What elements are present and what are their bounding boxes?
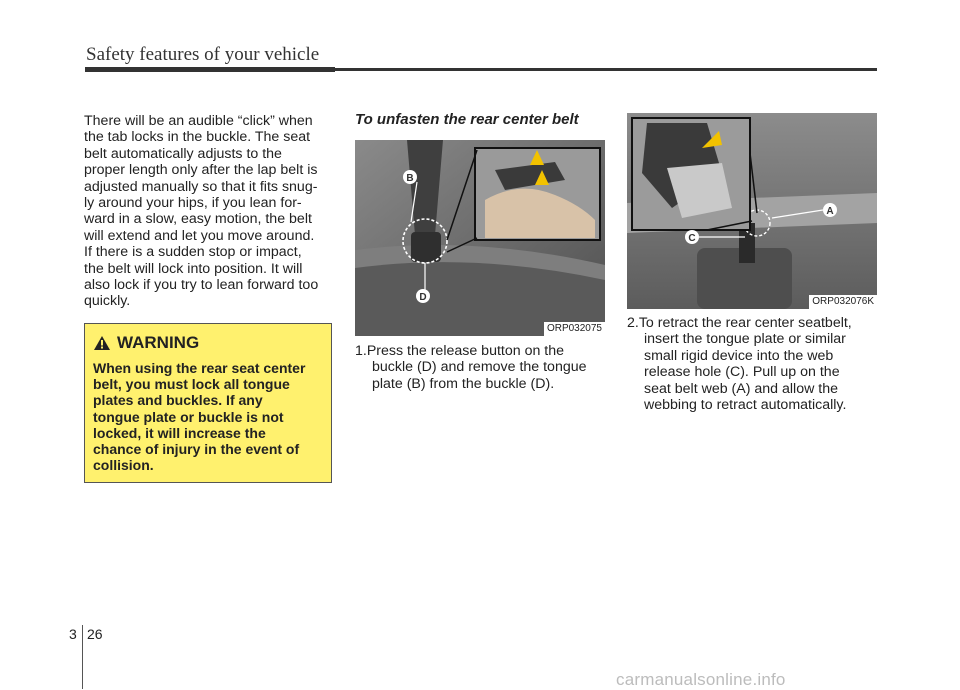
- warning-text: [93, 360, 325, 473]
- step-line: seat belt web (A) and allow the: [644, 380, 839, 397]
- warning-line: plates and buckles. If any: [93, 392, 263, 409]
- intro-paragraph: [84, 113, 332, 310]
- paragraph-line: adjusted manually so that it fits snug-: [84, 178, 318, 195]
- watermark-text: carmanualsonline.info: [616, 670, 786, 689]
- warning-triangle-icon: [93, 335, 111, 351]
- step-line: webbing to retract automatically.: [644, 397, 847, 414]
- warning-line: tongue plate or buckle is not: [93, 408, 284, 425]
- page-number: 26: [87, 626, 103, 642]
- figure-label-d: D: [419, 292, 427, 303]
- paragraph-line: will extend and let you move around.: [84, 227, 315, 244]
- step-line: small rigid device into the web: [644, 347, 834, 364]
- paragraph-line: the tab locks in the buckle. The seat: [84, 129, 311, 146]
- paragraph-line: proper length only after the lap belt is: [84, 162, 318, 179]
- warning-line: locked, it will increase the: [93, 424, 266, 441]
- paragraph-line: ly around your hips, if you lean for-: [84, 195, 302, 212]
- paragraph-line: belt automatically adjusts to the: [84, 145, 282, 162]
- figure-code: ORP032076K: [809, 295, 877, 309]
- buckle-illustration: [355, 140, 605, 336]
- warning-line: collision.: [93, 457, 154, 474]
- warning-box: [84, 323, 332, 483]
- paragraph-line: quickly.: [84, 293, 131, 310]
- figure-retract-belt: [627, 113, 877, 309]
- warning-title: WARNING: [117, 333, 200, 352]
- chapter-number: 3: [69, 626, 77, 642]
- warning-line: When using the rear seat center: [93, 360, 306, 376]
- paragraph-line: There will be an audible “click” when: [84, 113, 313, 129]
- paragraph-line: If there is a sudden stop or impact,: [84, 244, 302, 261]
- paragraph-line: ward in a slow, easy motion, the belt: [84, 211, 312, 228]
- step-line: 2.To retract the rear center seatbelt,: [627, 315, 852, 331]
- paragraph-line: also lock if you try to lean forward too: [84, 277, 319, 294]
- step-1: [355, 343, 605, 392]
- step-line: 1.Press the release button on the: [355, 343, 565, 359]
- figure-unfasten-buckle: [355, 140, 605, 336]
- header-title: Safety features of your vehicle: [86, 44, 320, 65]
- warning-header: [93, 333, 199, 353]
- step-line: plate (B) from the buckle (D).: [372, 375, 555, 392]
- paragraph-line: the belt will lock into position. It will: [84, 260, 303, 277]
- retract-illustration: [627, 113, 877, 309]
- section-heading: To unfasten the rear center belt: [355, 111, 579, 128]
- figure-label-c: C: [688, 233, 696, 244]
- step-2: [627, 315, 877, 413]
- step-line: release hole (C). Pull up on the: [644, 364, 840, 381]
- figure-code: ORP032075: [544, 322, 605, 336]
- footer-divider: [82, 625, 83, 689]
- step-line: buckle (D) and remove the tongue: [372, 359, 587, 376]
- header-rule-accent: [85, 67, 335, 72]
- warning-line: chance of injury in the event of: [93, 441, 300, 458]
- step-line: insert the tongue plate or similar: [644, 331, 846, 348]
- figure-label-b: B: [406, 173, 414, 184]
- warning-line: belt, you must lock all tongue: [93, 376, 290, 393]
- figure-label-a: A: [826, 206, 834, 217]
